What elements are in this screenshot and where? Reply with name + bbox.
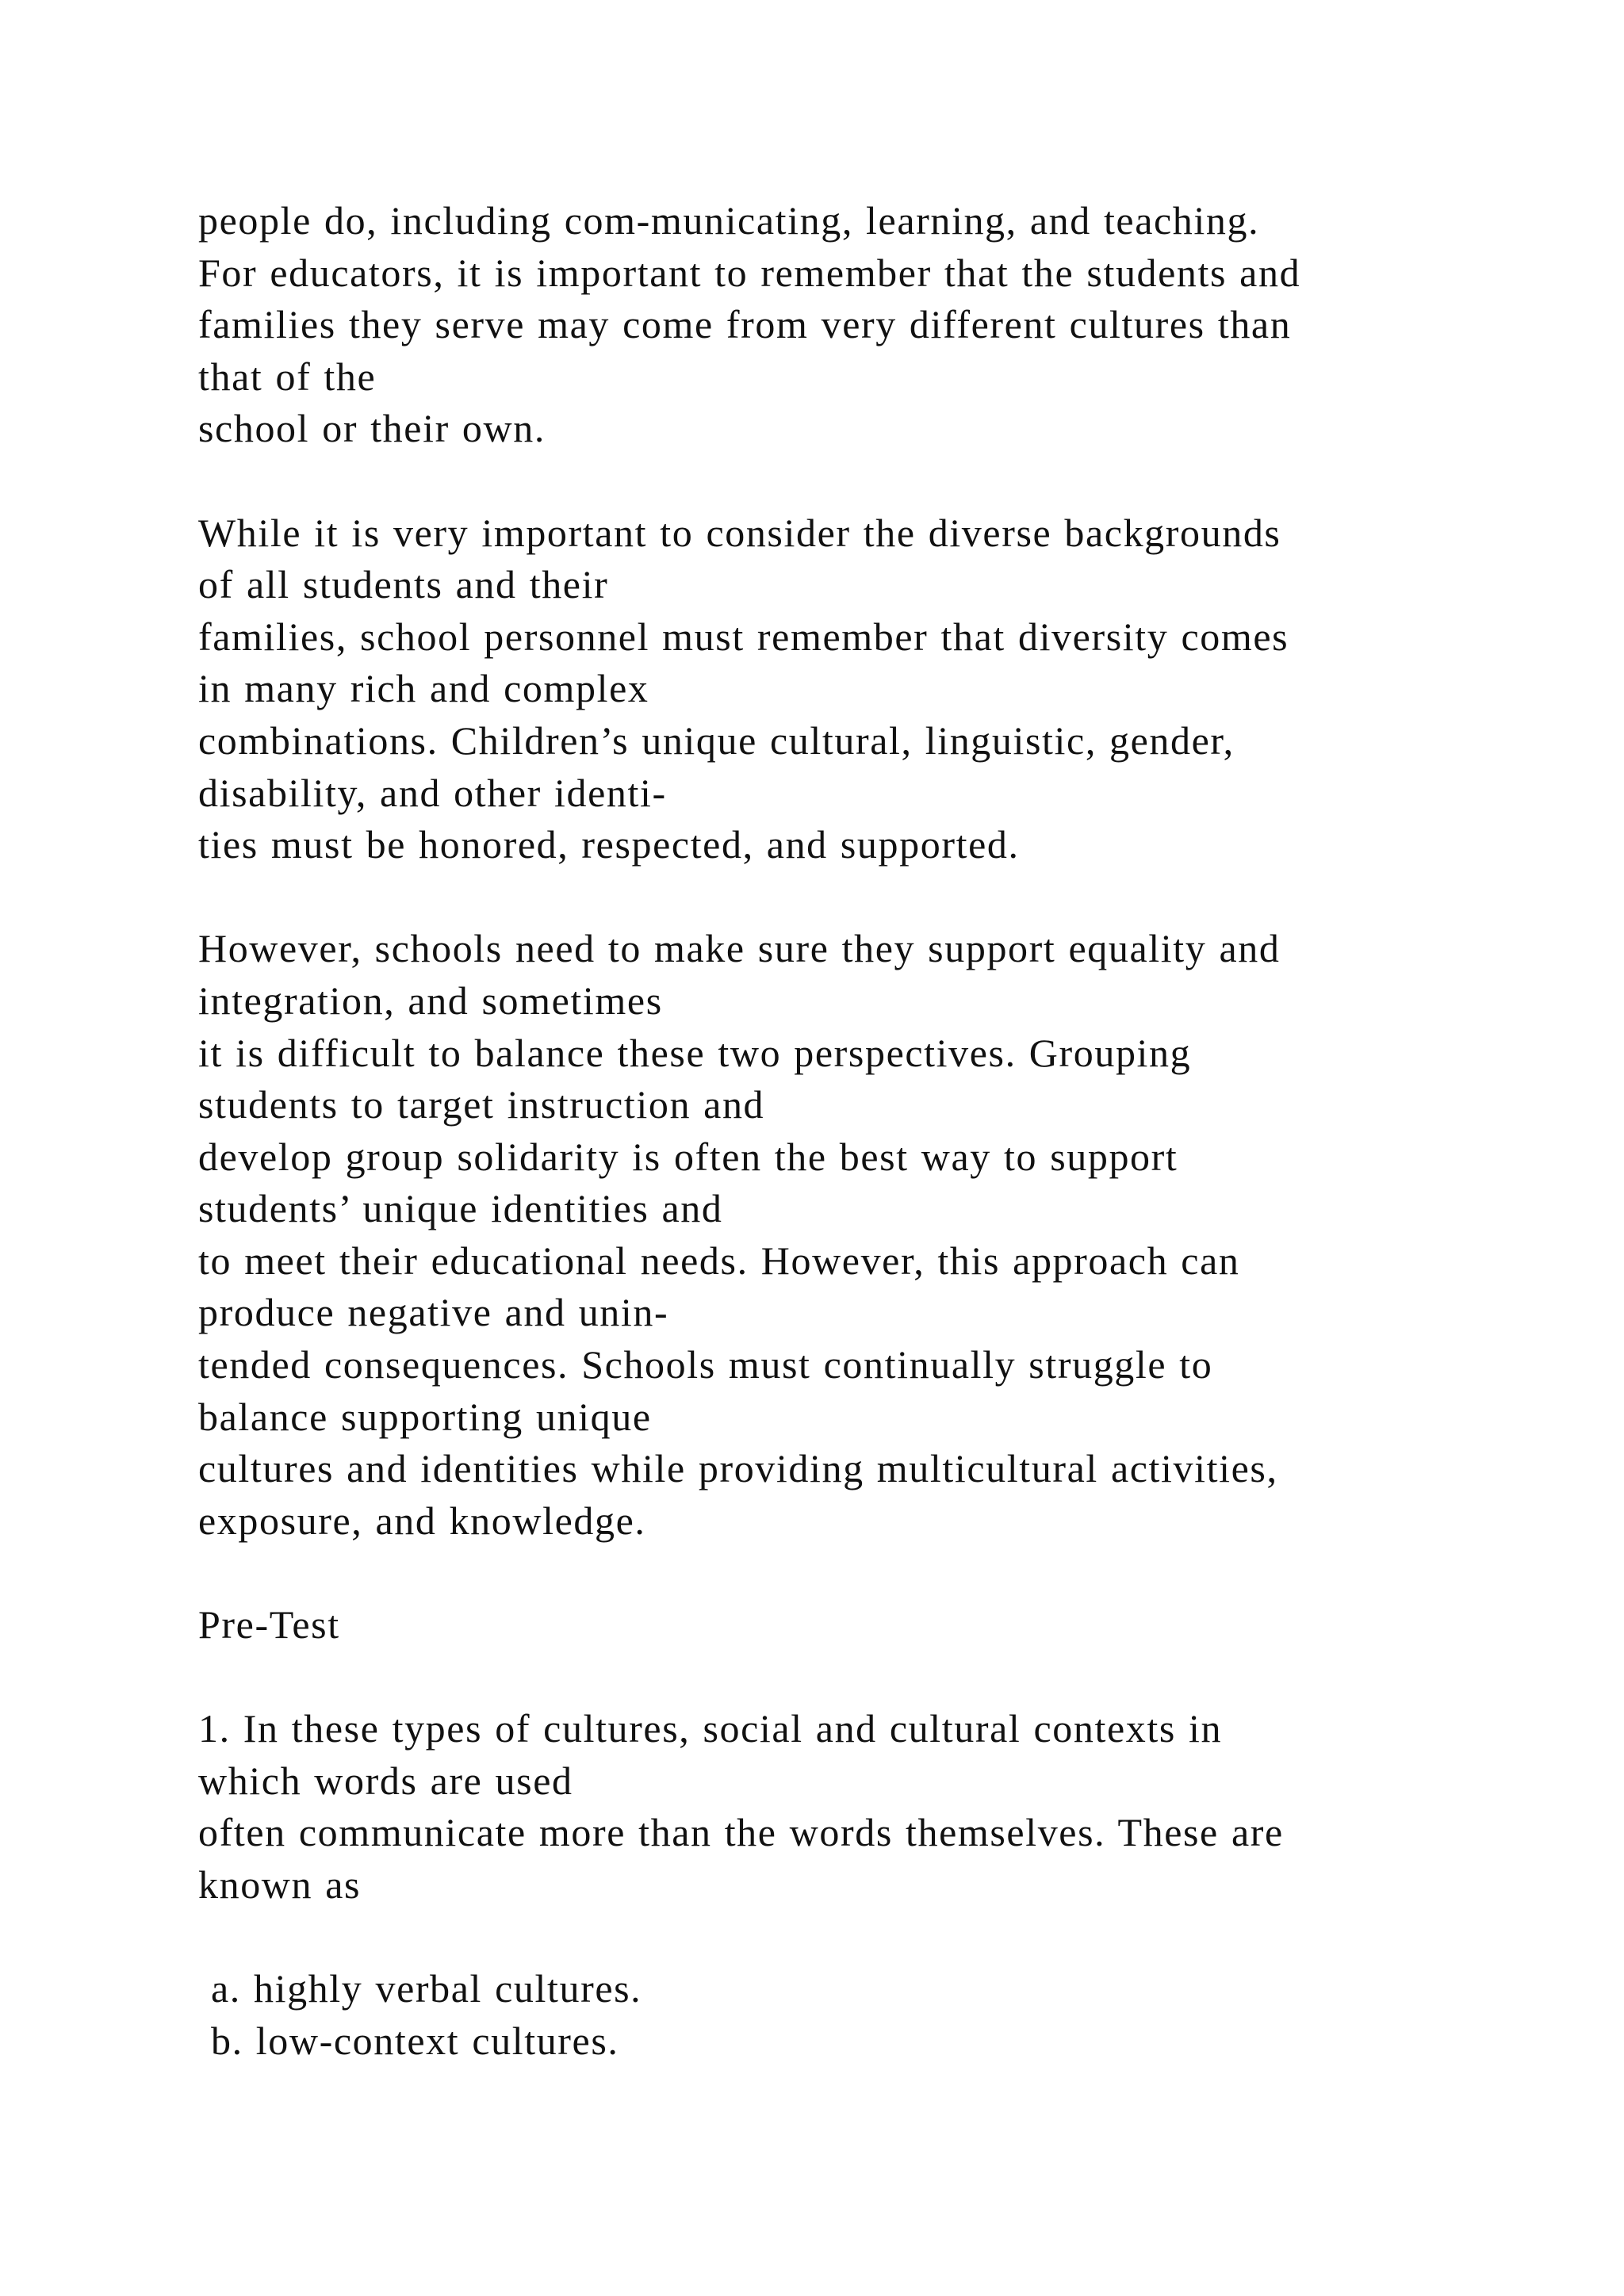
paragraph-line: of all students and their (198, 562, 609, 607)
paragraph-line: However, schools need to make sure they support equality and (198, 926, 1281, 971)
paragraph-line: students’ unique identities and (198, 1186, 723, 1231)
answer-option-b: b. low-context cultures. (211, 2018, 619, 2063)
paragraph-3 (198, 923, 1499, 1547)
paragraph-line: exposure, and knowledge. (198, 1498, 646, 1543)
paragraph-line: balance supporting unique (198, 1394, 652, 1439)
section-heading: Pre-Test (198, 1602, 340, 1647)
paragraph-line: families they serve may come from very different cultures than (198, 302, 1292, 347)
paragraph-1 (198, 195, 1499, 455)
paragraph-line: tended consequences. Schools must continually struggle to (198, 1342, 1213, 1387)
paragraph-line: it is difficult to balance these two perspectives. Grouping (198, 1030, 1192, 1075)
question-line: known as (198, 1862, 362, 1907)
paragraph-line: that of the (198, 354, 377, 399)
paragraph-line: disability, and other identi- (198, 770, 667, 815)
paragraph-line: cultures and identities while providing multicultural activities, (198, 1446, 1278, 1491)
paragraph-spacer (198, 871, 1499, 924)
paragraph-line: students to target instruction and (198, 1082, 765, 1127)
paragraph-line: combinations. Children’s unique cultural, linguistic, gender, (198, 718, 1235, 763)
paragraph-line: school or their own. (198, 406, 546, 451)
question-line: which words are used (198, 1758, 573, 1803)
paragraph-2 (198, 507, 1499, 871)
paragraph-spacer (198, 1547, 1499, 1599)
paragraph-line: in many rich and complex (198, 666, 649, 711)
document-body (198, 195, 1499, 2067)
paragraph-line: families, school personnel must remember that diversity comes (198, 614, 1289, 659)
paragraph-line: people do, including com-municating, learning, and teaching. (198, 198, 1260, 243)
paragraph-line: ties must be honored, respected, and supported. (198, 822, 1020, 867)
paragraph-line: For educators, it is important to remember that the students and (198, 250, 1301, 295)
question-line: 1. In these types of cultures, social and cultural contexts in (198, 1706, 1223, 1751)
answer-options (198, 1963, 1499, 2067)
paragraph-line: integration, and sometimes (198, 978, 663, 1023)
paragraph-line: develop group solidarity is often the best way to support (198, 1134, 1178, 1179)
question-line: often communicate more than the words themselves. These are (198, 1810, 1284, 1855)
paragraph-spacer (198, 1651, 1499, 1704)
paragraph-spacer (198, 1911, 1499, 1964)
paragraph-line: to meet their educational needs. However, this approach can (198, 1238, 1240, 1283)
paragraph-line: While it is very important to consider the diverse backgrounds (198, 510, 1281, 555)
paragraph-line: produce negative and unin- (198, 1290, 669, 1335)
paragraph-spacer (198, 455, 1499, 507)
answer-option-a: a. highly verbal cultures. (211, 1966, 642, 2011)
question-1 (198, 1703, 1499, 1911)
